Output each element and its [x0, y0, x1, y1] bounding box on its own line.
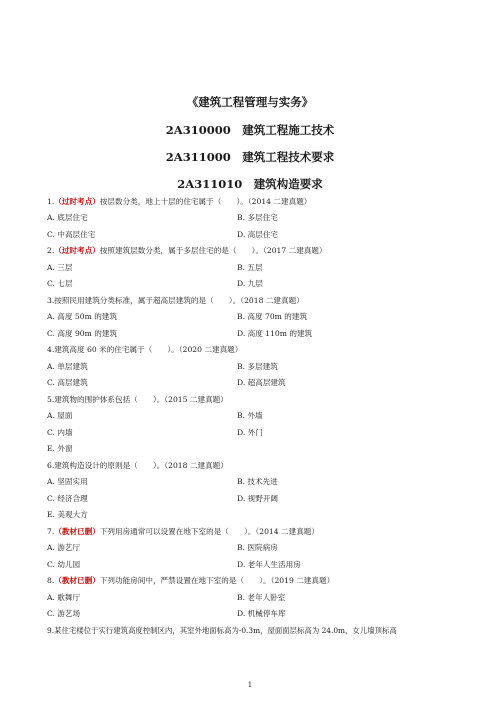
option-c: C. 高度 90m 的建筑 — [47, 329, 118, 338]
option-b: B. 五层 — [237, 263, 263, 272]
option-a: A. 高度 50m 的建筑 — [47, 312, 117, 321]
option-b: B. 多层住宅 — [237, 213, 278, 222]
option-c: C. 幼儿园 — [47, 560, 81, 569]
question-7: 7.（教材已删）下列用房通常可以设置在地下室的是（ ）。（2014 二建真题） — [47, 527, 319, 536]
option-d: D. 老年人生活用房 — [237, 560, 301, 569]
option-c: C. 经济合理 — [47, 494, 88, 503]
option-b: B. 技术先进 — [237, 477, 278, 486]
option-a: A. 单层建筑 — [47, 362, 88, 371]
section-heading: 2A310000 建筑工程施工技术 — [165, 123, 335, 137]
page-number: 1 — [247, 681, 253, 689]
option-e: E. 外窗 — [47, 444, 73, 453]
option-c: C. 七层 — [47, 279, 73, 288]
option-c: C. 中高层住宅 — [47, 230, 96, 239]
option-d: D. 高层住宅 — [237, 230, 279, 239]
option-c: C. 游艺场 — [47, 609, 81, 618]
question-tag: （过时考点） — [54, 246, 100, 255]
question-8: 8.（教材已删）下列功能房间中，严禁设置在地下室的是（ ）。（2019 二建真题） — [47, 576, 335, 585]
option-d: D. 九层 — [237, 279, 263, 288]
option-b: B. 外墙 — [237, 411, 263, 420]
option-d: D. 高度 110m 的建筑 — [237, 329, 313, 338]
question-3: 3.按照民用建筑分类标准，属于超高层建筑的是（ ）。（2018 二建真题） — [47, 296, 304, 305]
option-b: B. 医院病房 — [237, 543, 278, 552]
option-c: C. 内墙 — [47, 428, 73, 437]
question-4: 4.建筑高度 60 米的住宅属于（ ）。（2020 二建真题） — [47, 345, 243, 354]
option-a: A. 游艺厅 — [47, 543, 81, 552]
question-6: 6.建筑构造设计的原则是（ ）。（2018 二建真题） — [47, 461, 228, 470]
option-d: D. 外门 — [237, 428, 263, 437]
option-a: A. 三层 — [47, 263, 73, 272]
question-1: 1.（过时考点）按层数分类，地上十层的住宅属于（ ）。（2014 二建真题） — [47, 197, 312, 206]
subsection-heading: 2A311000 建筑工程技术要求 — [165, 150, 335, 164]
option-c: C. 高层建筑 — [47, 378, 88, 387]
question-tag: （教材已删） — [54, 576, 100, 585]
document-title: 《建筑工程管理与实务》 — [186, 95, 314, 109]
topic-heading: 2A311010 建筑构造要求 — [177, 177, 323, 191]
question-2: 2.（过时考点）按照建筑层数分类，属于多层住宅的是（ ）。（2017 二建真题） — [47, 246, 327, 255]
question-5: 5.建筑物的围护体系包括（ ）。（2015 二建真题） — [47, 395, 228, 404]
option-b: B. 老年人卧室 — [237, 593, 286, 602]
option-a: A. 坚固实用 — [47, 477, 88, 486]
question-tag: （过时考点） — [54, 197, 100, 206]
option-a: A. 屋面 — [47, 411, 73, 420]
question-tag: （教材已删） — [54, 527, 100, 536]
option-d: D. 超高层建筑 — [237, 378, 286, 387]
option-b: B. 多层建筑 — [237, 362, 278, 371]
option-d: D. 机械停车库 — [237, 609, 286, 618]
option-a: A. 底层住宅 — [47, 213, 88, 222]
option-b: B. 高度 70m 的建筑 — [237, 312, 308, 321]
option-d: D. 视野开阔 — [237, 494, 279, 503]
option-e: E. 美观大方 — [47, 510, 88, 519]
option-a: A. 歌舞厅 — [47, 593, 81, 602]
question-9: 9.某住宅楼位于实行建筑高度控制区内，其室外地面标高为-0.3m，屋面面层标高为 24.0m，女儿墙顶标高 — [47, 626, 397, 635]
